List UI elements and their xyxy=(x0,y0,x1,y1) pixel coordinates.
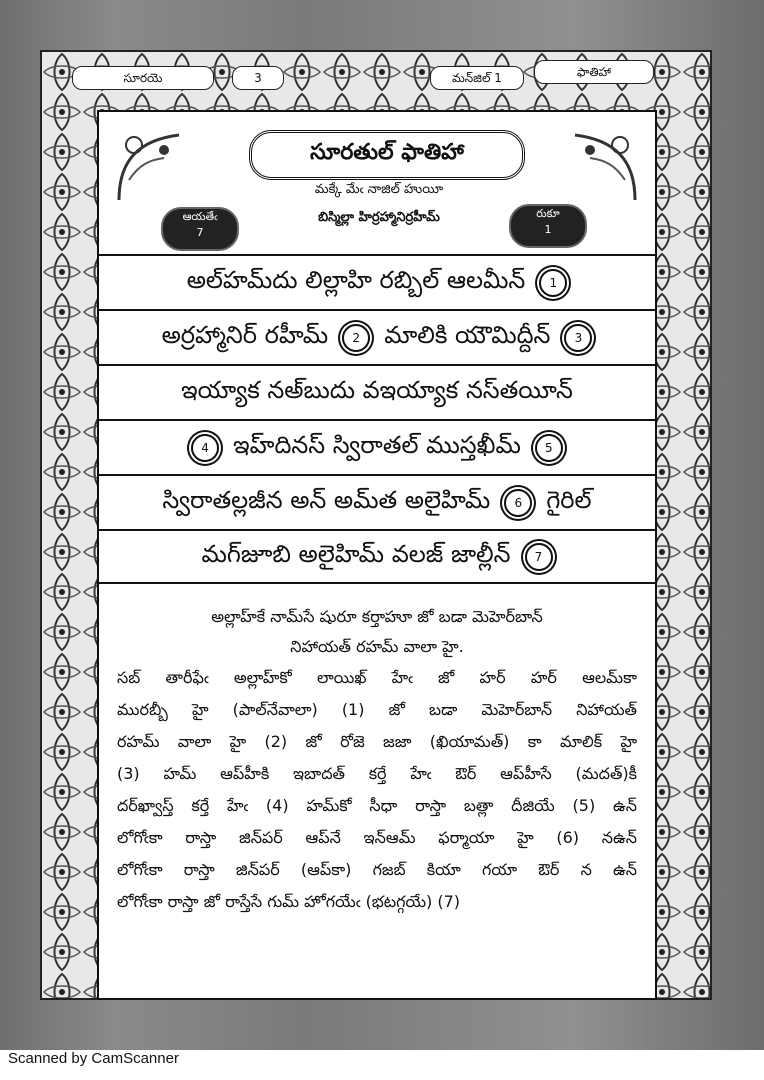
header-surah-label: సూరయె xyxy=(72,66,214,90)
verse-number-marker: 4 xyxy=(191,434,219,462)
verse-row-2 xyxy=(99,309,655,364)
ruku-count-badge xyxy=(509,204,587,248)
verse-text: ఇహ్‌దినస్ స్విరాతల్ ముస్తఖీమ్ xyxy=(233,430,521,459)
translation-intro-line: అల్లాహ్‌కే నామ్‌సే షురూ కర్తాహూ జో బడా మెహెర్‌బాన్ xyxy=(211,607,543,626)
verse-number-marker: 3 xyxy=(564,324,592,352)
verse-list xyxy=(99,254,655,584)
quran-page xyxy=(40,50,712,1000)
ayat-count-badge xyxy=(161,207,239,251)
revelation-note: మక్కే మేఁ నాజిల్ హుయీ xyxy=(314,182,444,197)
translation-line: లోగోఁకా రాస్తా జిన్‌పర్ (ఆప్‌కా) గజబ్ కియా గయా ఔర్ న ఉన్ xyxy=(117,860,637,879)
verse-text: ఇయ్యాక నఅ్‌బుదు వఇయ్యాక నస్‌తయీన్ xyxy=(181,375,573,404)
translation-line: మురబ్బీ హై (పాల్‌నేవాలా) (1) జో బడా మెహెర్‌బాన్ నిహాయత్ xyxy=(117,700,637,719)
verse-row-3 xyxy=(99,364,655,419)
verse-text: మగ్‌జూబి అలైహిమ్ వలజ్ జాల్లీన్ xyxy=(201,539,511,568)
bismillah: బిస్మిల్లా హిర్రహ్మానిర్రహీమ్ xyxy=(318,210,440,225)
verse-text: గైరిల్ xyxy=(546,485,592,514)
verse-text: స్విరాతల్లజీన అన్ అమ్‌త అలైహిమ్ xyxy=(162,485,491,514)
verse-row-1 xyxy=(99,254,655,309)
content-frame xyxy=(97,110,657,1000)
header-page-number: 3 xyxy=(232,66,284,90)
verse-number-marker: 6 xyxy=(504,489,532,517)
verse-number-marker: 1 xyxy=(539,269,567,297)
ayat-count: 7 xyxy=(196,226,204,239)
verse-text: అల్‌హమ్‌దు లిల్లాహి రబ్బిల్ ఆలమీన్ xyxy=(186,265,526,294)
translation-line: రహమ్ వాలా హై (2) జో రోజె జజా (ఖియామత్) కా మాలిక్ హై xyxy=(117,732,637,751)
verse-text: మాలికి యౌమిద్దీన్ xyxy=(384,320,551,349)
verse-row-5 xyxy=(99,474,655,529)
translation-line: సబ్ తారీఫేఁ అల్లాహ్‌కో లాయిఖ్ హేఁ జో హర్ హర్ ఆలమ్‌కా xyxy=(117,668,637,687)
translation-intro-line: నిహాయత్ రహమ్ వాలా హై. xyxy=(290,637,464,656)
corner-ornament-right xyxy=(565,120,645,210)
translation-body xyxy=(117,662,637,918)
corner-ornament-left xyxy=(109,120,189,210)
header-manzil: మన్‌జిల్ 1 xyxy=(430,66,524,90)
ayat-label: ఆయతేఁ xyxy=(182,210,218,223)
translation-line: దర్‌ఖ్వాస్త్ కర్తే హేఁ (4) హమ్‌కో సీధా రాస్తా బత్లా దీజియే (5) ఉన్ xyxy=(117,796,637,815)
surah-title: సూరతుల్ ఫాతిహా xyxy=(249,130,525,180)
ruku-count: 1 xyxy=(544,223,552,236)
verse-number-marker: 7 xyxy=(525,543,553,571)
translation-line: లోగోఁకా రాస్తా జిన్‌పర్ ఆప్‌నే ఇన్‌ఆమ్ ఫర్మాయా హై (6) నఉన్ xyxy=(117,828,637,847)
translation-line: లోగోఁకా రాస్తా జో రాస్తేసే గుమ్ హోగయేఁ (భటగ్గయే) (7) xyxy=(117,892,461,911)
ruku-label: రుకూ xyxy=(536,207,560,220)
verse-number-marker: 2 xyxy=(342,324,370,352)
verse-number-marker: 5 xyxy=(535,434,563,462)
verse-text: అర్రహ్మానిర్ రహీమ్ xyxy=(161,320,329,349)
scanner-watermark: Scanned by CamScanner xyxy=(8,1050,179,1067)
translation-line: (3) హమ్ ఆప్‌హీకి ఇబాదత్ కర్తే హేఁ ఔర్ ఆప్‌హీసే (మదత్)కీ xyxy=(117,764,637,783)
translation-block xyxy=(117,602,637,918)
verse-row-4 xyxy=(99,419,655,474)
header-fatiha-label: ఫాతిహా xyxy=(534,60,654,84)
verse-row-6 xyxy=(99,529,655,584)
